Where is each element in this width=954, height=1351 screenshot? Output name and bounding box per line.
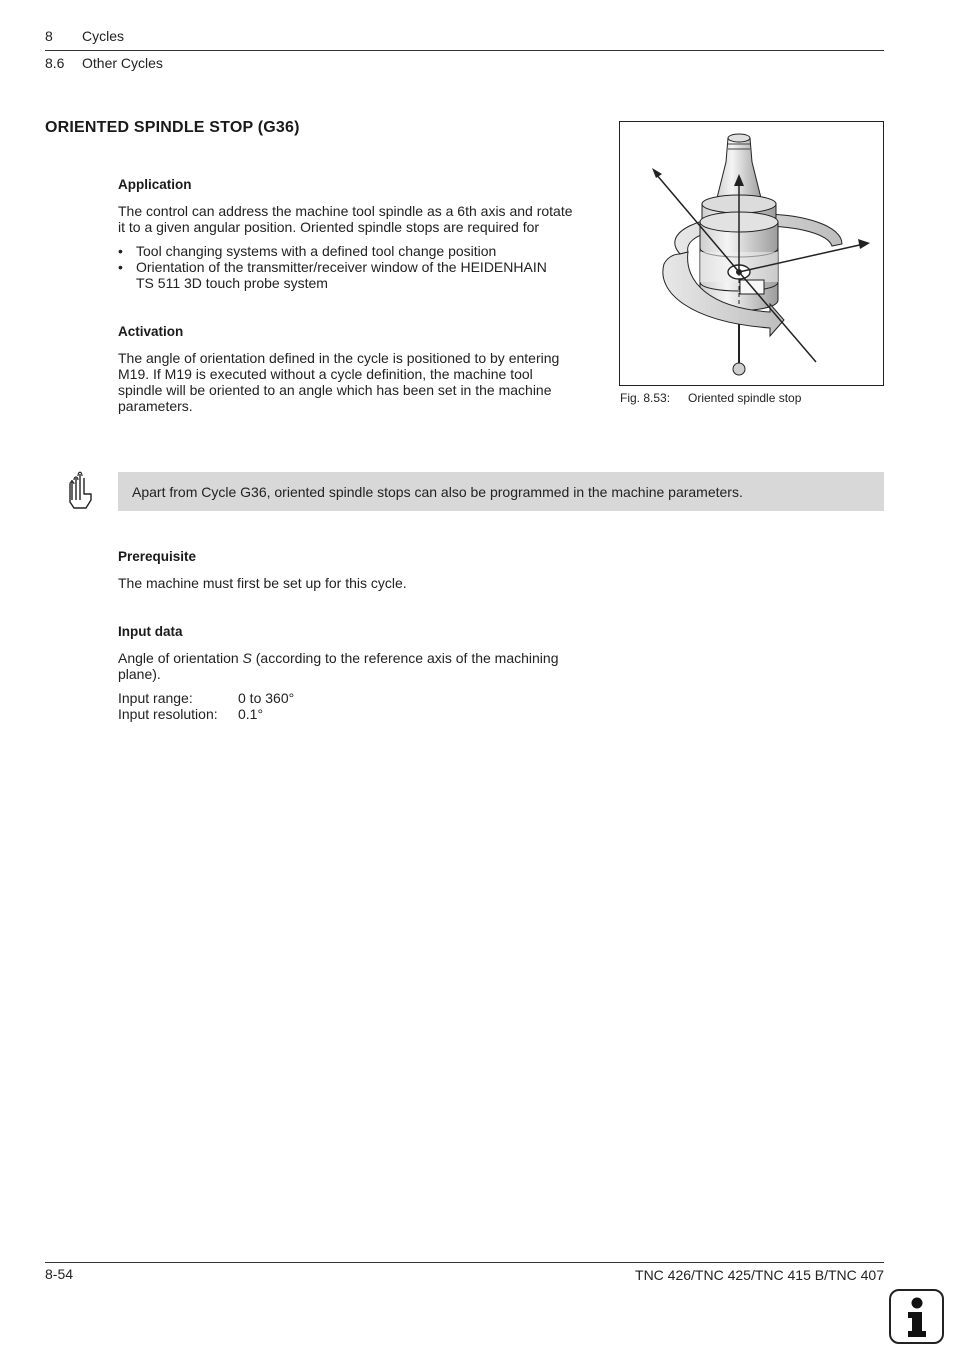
activation-text: [118, 350, 598, 414]
figure-caption-number: Fig. 8.53:: [620, 391, 671, 405]
footer-rule: [45, 1262, 884, 1263]
chapter-title: Cycles: [82, 28, 125, 44]
input-resolution-row: [118, 706, 294, 722]
spindle-illustration: [620, 122, 883, 385]
input-data-heading: Input data: [118, 624, 183, 639]
page-number: 8-54: [45, 1266, 74, 1282]
list-item: • Orientation of the transmitter/receiver window of the HEIDENHAIN: [118, 259, 598, 275]
input-data-text: [118, 650, 598, 682]
info-icon[interactable]: [889, 1289, 944, 1344]
chapter-number: 8: [45, 28, 53, 44]
input-range-table: [118, 690, 294, 722]
section-number: 8.6: [45, 55, 65, 71]
figure-caption-text: Oriented spindle stop: [688, 391, 802, 405]
footer-models: TNC 426/TNC 425/TNC 415 B/TNC 407: [635, 1267, 884, 1283]
application-line-1: The control can address the machine tool spindle as a 6th axis and rotate: [118, 203, 573, 219]
application-list: [118, 243, 598, 291]
list-item: • Tool changing systems with a defined tool change position: [118, 243, 598, 259]
prerequisite-heading: Prerequisite: [118, 549, 197, 564]
activation-line: spindle will be oriented to an angle which has been set in the machine: [118, 382, 552, 398]
application-text: [118, 203, 598, 235]
page-title: ORIENTED SPINDLE STOP (G36): [45, 119, 300, 136]
note-text: Apart from Cycle G36, oriented spindle stops can also be programmed in the machine parameters.: [132, 484, 743, 500]
input-range-label: Input range:: [118, 690, 193, 706]
activation-line: parameters.: [118, 398, 193, 414]
pointing-hand-icon: [66, 470, 96, 510]
input-range-row: [118, 690, 294, 706]
variable-s: S: [242, 650, 252, 666]
application-line-2: it to a given angular position. Oriented spindle stops are required for: [118, 219, 540, 235]
activation-heading: Activation: [118, 324, 184, 339]
section-title: Other Cycles: [82, 55, 163, 71]
input-range-value: 0 to 360°: [238, 690, 295, 706]
input-data-line-2: plane).: [118, 666, 161, 682]
figure-oriented-spindle-stop: [619, 121, 884, 386]
activation-line: M19. If M19 is executed without a cycle definition, the machine tool: [118, 366, 533, 382]
input-data-line-1: Angle of orientation S (according to the reference axis of the machining: [118, 650, 559, 666]
list-item-continuation: TS 511 3D touch probe system: [136, 275, 328, 291]
activation-line: The angle of orientation defined in the cycle is positioned to by entering: [118, 350, 560, 366]
input-resolution-value: 0.1°: [238, 706, 264, 722]
note-box: [118, 472, 884, 511]
input-resolution-label: Input resolution:: [118, 706, 218, 722]
prerequisite-text: The machine must first be set up for this cycle.: [118, 575, 407, 591]
application-heading: Application: [118, 177, 192, 192]
header-rule: [45, 50, 884, 51]
